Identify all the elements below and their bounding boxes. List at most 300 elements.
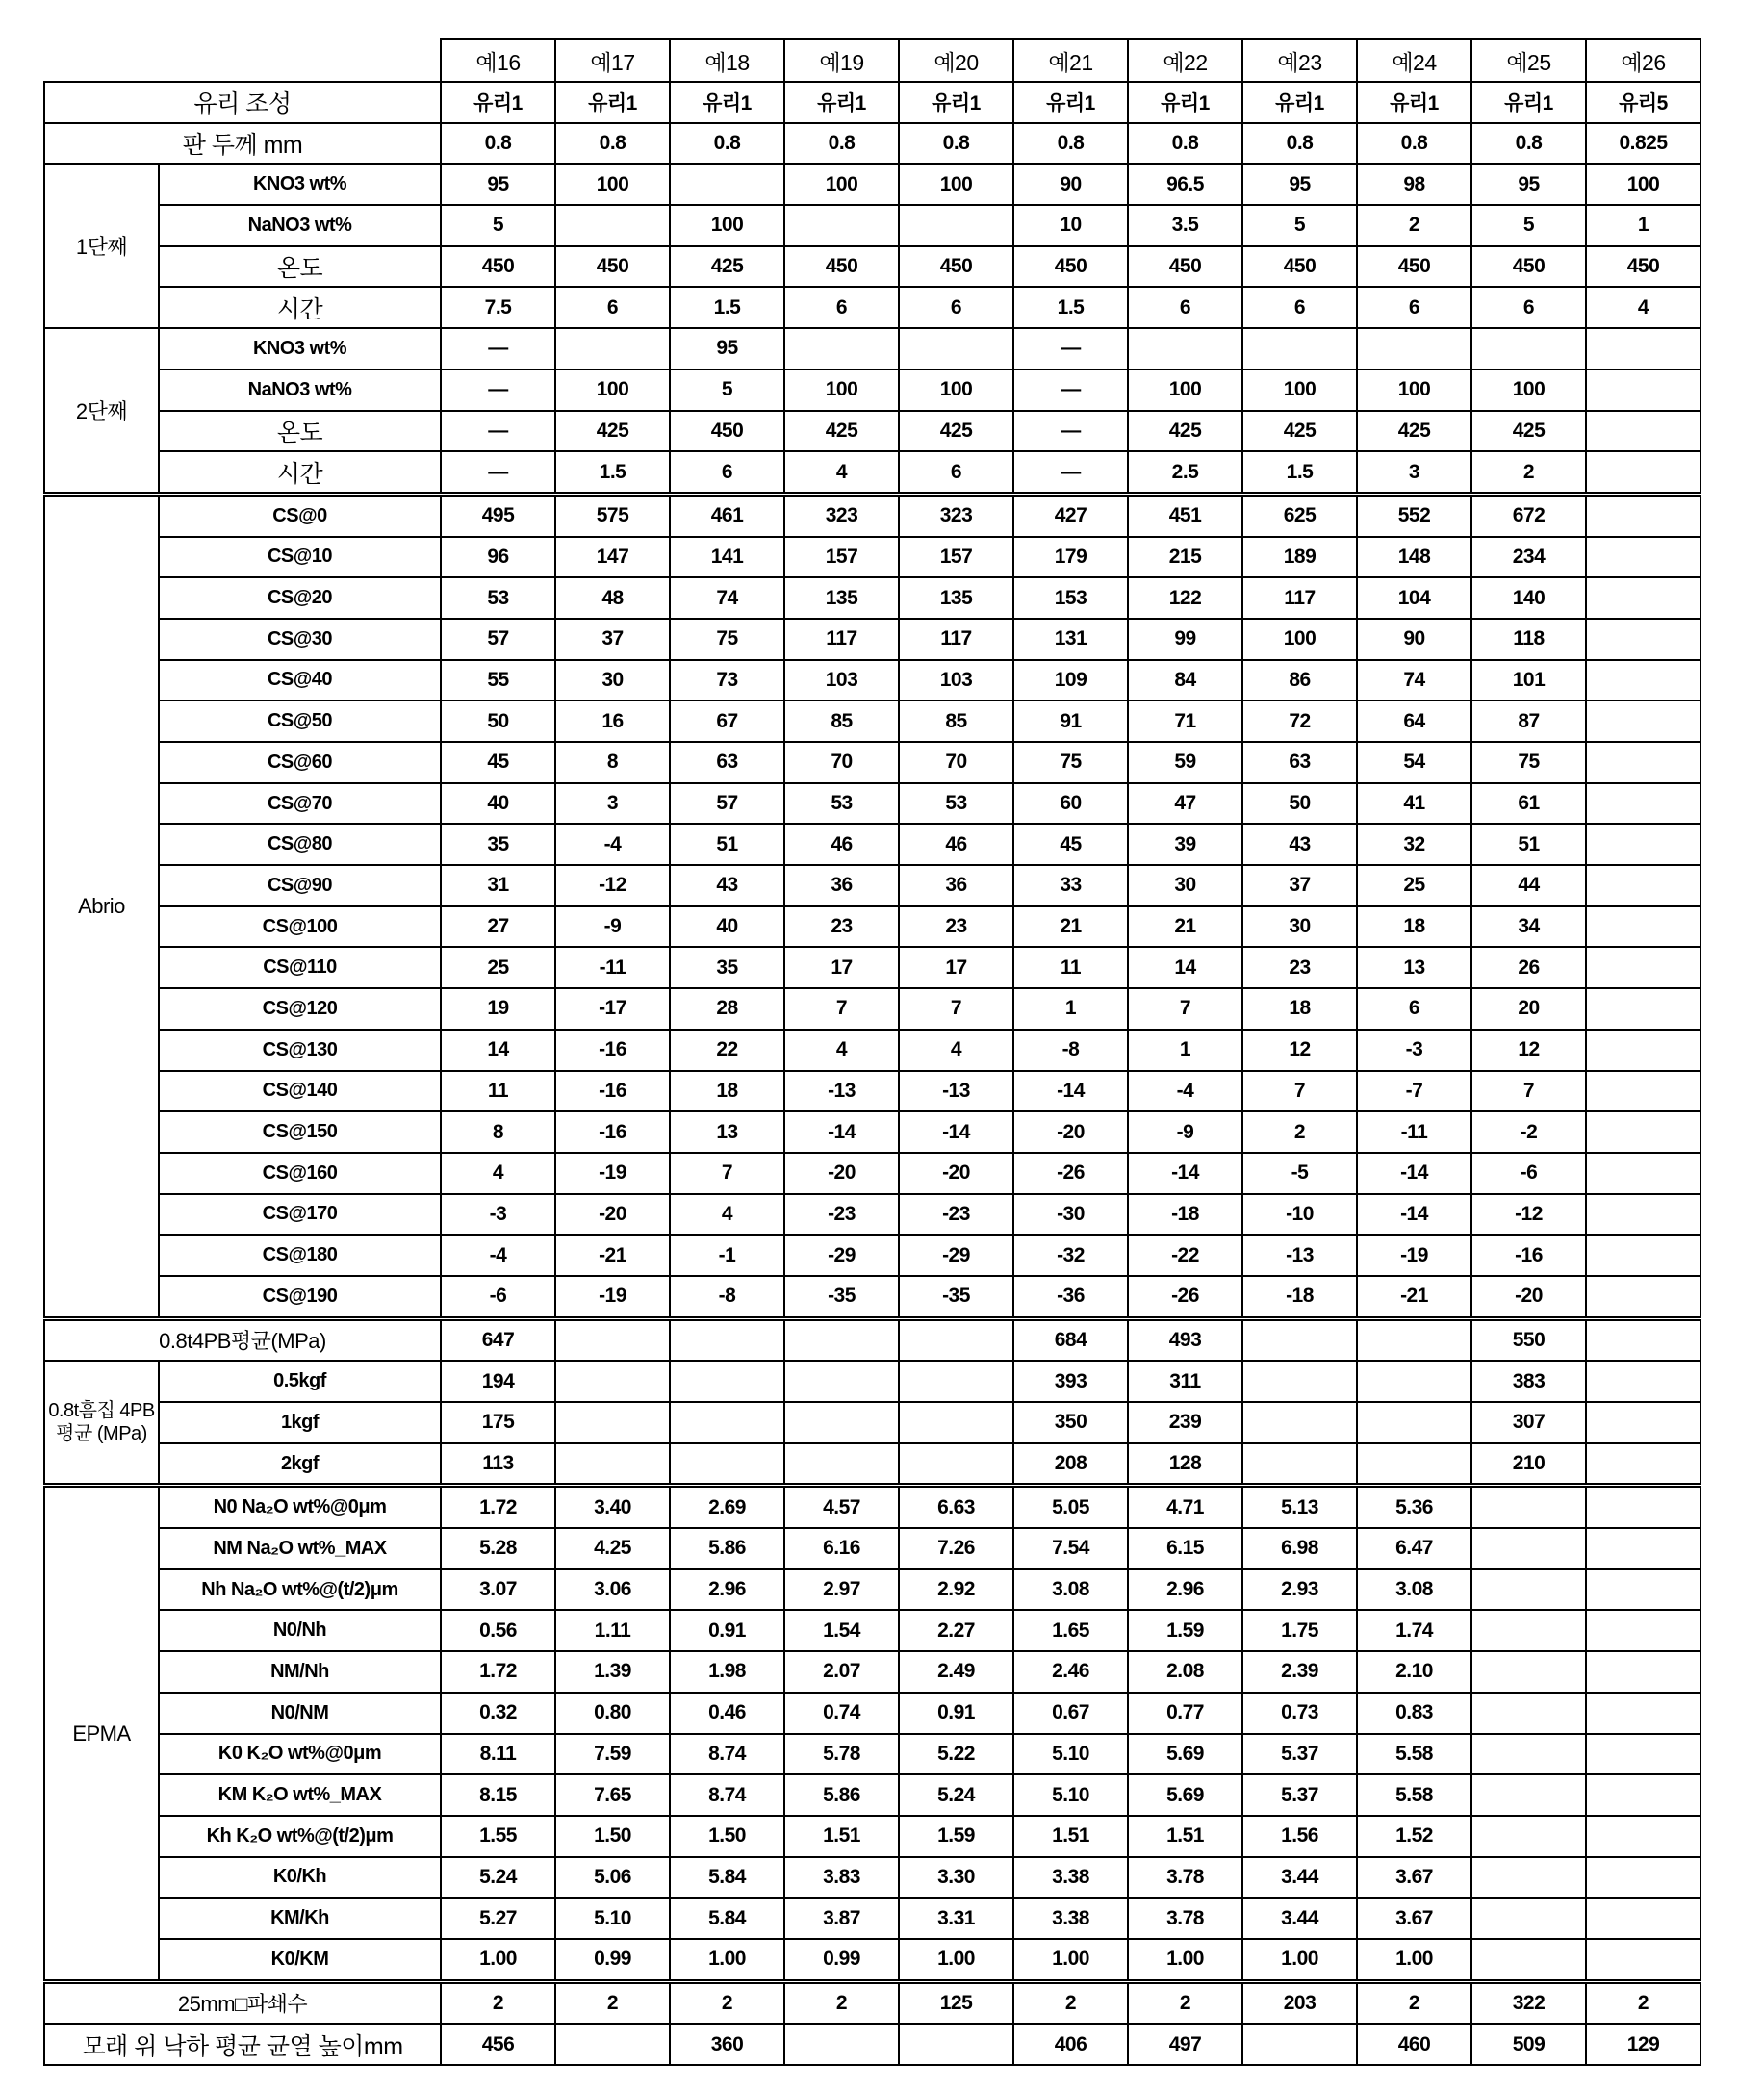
table-cell: -6	[441, 1276, 555, 1318]
table-cell: 125	[899, 1981, 1013, 2024]
table-cell: 54	[1357, 742, 1471, 783]
table-row	[44, 1857, 1700, 1899]
table-cell: 5.36	[1357, 1486, 1471, 1528]
table-cell	[784, 2024, 899, 2065]
table-cell	[1471, 1857, 1586, 1899]
table-row	[44, 205, 1700, 246]
table-cell: 3.30	[899, 1857, 1013, 1899]
table-cell: 1.75	[1242, 1610, 1357, 1651]
table-cell: 6.98	[1242, 1528, 1357, 1569]
table-cell: 64	[1357, 701, 1471, 742]
table-cell: 2.92	[899, 1569, 1013, 1611]
table-cell: 360	[670, 2024, 784, 2065]
table-cell: 2.07	[784, 1651, 899, 1693]
table-cell: 95	[670, 328, 784, 370]
table-cell: 425	[1357, 411, 1471, 452]
table-row	[44, 1939, 1700, 1981]
row-label: Kh K₂O wt%@(t/2)μm	[159, 1816, 441, 1857]
table-cell: 1.51	[784, 1816, 899, 1857]
table-cell	[1586, 1153, 1700, 1194]
table-cell: 5	[670, 370, 784, 411]
table-cell	[1586, 537, 1700, 578]
table-cell: 14	[441, 1030, 555, 1071]
table-cell: 5	[1242, 205, 1357, 246]
column-header: 예23	[1242, 39, 1357, 82]
table-cell: 1.98	[670, 1651, 784, 1693]
table-cell: 101	[1471, 660, 1586, 701]
table-cell: 36	[899, 865, 1013, 906]
table-cell: 427	[1013, 494, 1128, 536]
table-cell: 32	[1357, 824, 1471, 865]
table-cell: -29	[899, 1235, 1013, 1276]
table-cell: 3.08	[1013, 1569, 1128, 1611]
table-cell: -17	[555, 988, 670, 1030]
table-cell	[1586, 988, 1700, 1030]
table-cell: 5.58	[1357, 1734, 1471, 1775]
table-cell: 0.74	[784, 1693, 899, 1734]
table-cell: 0.8	[1128, 123, 1242, 165]
table-cell	[1586, 577, 1700, 619]
table-row	[44, 1734, 1700, 1775]
table-cell: 1.51	[1128, 1816, 1242, 1857]
row-label: CS@0	[159, 494, 441, 536]
table-cell: 5	[1471, 205, 1586, 246]
table-cell: 1.00	[1242, 1939, 1357, 1981]
table-cell: 70	[899, 742, 1013, 783]
table-cell	[1586, 1528, 1700, 1569]
table-cell: 33	[1013, 865, 1128, 906]
table-cell: 497	[1128, 2024, 1242, 2065]
table-cell: -10	[1242, 1194, 1357, 1236]
table-cell: 450	[1128, 246, 1242, 288]
table-cell: 103	[784, 660, 899, 701]
table-cell	[1586, 370, 1700, 411]
table-cell: 86	[1242, 660, 1357, 701]
table-cell: 100	[899, 370, 1013, 411]
table-cell: 1.00	[441, 1939, 555, 1981]
table-cell: 11	[441, 1071, 555, 1112]
table-row	[44, 1898, 1700, 1939]
table-cell: 3.06	[555, 1569, 670, 1611]
table-cell: 5.37	[1242, 1734, 1357, 1775]
table-cell: 23	[784, 906, 899, 948]
table-cell: -9	[555, 906, 670, 948]
table-cell: -19	[555, 1153, 670, 1194]
table-cell: 450	[1357, 246, 1471, 288]
table-cell	[899, 328, 1013, 370]
table-cell	[670, 1443, 784, 1486]
table-cell: 75	[1471, 742, 1586, 783]
table-cell: 90	[1357, 619, 1471, 660]
table-cell: -20	[1013, 1111, 1128, 1153]
table-cell: 575	[555, 494, 670, 536]
table-cell: 451	[1128, 494, 1242, 536]
table-cell: 5.69	[1128, 1774, 1242, 1816]
table-cell: 6.15	[1128, 1528, 1242, 1569]
table-cell: 85	[899, 701, 1013, 742]
table-cell: 3.44	[1242, 1857, 1357, 1899]
table-cell: 307	[1471, 1402, 1586, 1443]
table-cell: -26	[1013, 1153, 1128, 1194]
table-cell: 27	[441, 906, 555, 948]
table-cell: 2	[441, 1981, 555, 2024]
table-cell: 12	[1242, 1030, 1357, 1071]
table-cell: 2.96	[670, 1569, 784, 1611]
column-header: 예26	[1586, 39, 1700, 82]
row-label: CS@190	[159, 1276, 441, 1318]
column-header: 예22	[1128, 39, 1242, 82]
table-cell: 72	[1242, 701, 1357, 742]
table-cell: 37	[1242, 865, 1357, 906]
row-label: 시간	[159, 287, 441, 328]
table-cell: 1.5	[555, 451, 670, 494]
table-cell	[899, 1361, 1013, 1402]
table-cell: 0.91	[899, 1693, 1013, 1734]
table-cell: 31	[441, 865, 555, 906]
table-cell: 100	[1357, 370, 1471, 411]
table-cell: -23	[899, 1194, 1013, 1236]
table-cell: 1	[1586, 205, 1700, 246]
row-label: CS@90	[159, 865, 441, 906]
table-cell	[1471, 1939, 1586, 1981]
table-cell: 13	[670, 1111, 784, 1153]
table-row	[44, 1071, 1700, 1112]
table-cell: 유리1	[1471, 82, 1586, 123]
table-cell	[1586, 1235, 1700, 1276]
row-label: 온도	[159, 411, 441, 452]
table-cell: 74	[670, 577, 784, 619]
table-row	[44, 1276, 1700, 1318]
table-cell: 148	[1357, 537, 1471, 578]
table-row	[44, 824, 1700, 865]
row-label: 판 두께 mm	[44, 123, 441, 165]
table-cell: 13	[1357, 947, 1471, 988]
table-cell	[1586, 824, 1700, 865]
table-cell	[555, 1402, 670, 1443]
table-cell: 3.67	[1357, 1857, 1471, 1899]
table-cell: -13	[1242, 1235, 1357, 1276]
table-row	[44, 1443, 1700, 1486]
column-header: 예18	[670, 39, 784, 82]
table-cell	[784, 205, 899, 246]
table-cell: 44	[1471, 865, 1586, 906]
results-table	[43, 38, 1701, 2066]
table-cell: 23	[899, 906, 1013, 948]
table-cell: —	[441, 328, 555, 370]
table-cell: 57	[441, 619, 555, 660]
table-cell: 18	[1357, 906, 1471, 948]
table-row	[44, 451, 1700, 494]
table-cell: 450	[1471, 246, 1586, 288]
table-cell: 1	[1013, 988, 1128, 1030]
table-cell	[1357, 1318, 1471, 1361]
table-cell: 14	[1128, 947, 1242, 988]
table-cell	[1586, 701, 1700, 742]
table-cell	[670, 1361, 784, 1402]
table-cell: 0.80	[555, 1693, 670, 1734]
table-cell: 0.99	[555, 1939, 670, 1981]
table-cell: 450	[899, 246, 1013, 288]
table-cell: 23	[1242, 947, 1357, 988]
table-cell: 179	[1013, 537, 1128, 578]
group-label: EPMA	[44, 1486, 159, 1981]
table-cell: 50	[441, 701, 555, 742]
table-cell: 37	[555, 619, 670, 660]
table-cell: 7.5	[441, 287, 555, 328]
table-cell: 450	[784, 246, 899, 288]
table-cell: 1.65	[1013, 1610, 1128, 1651]
table-cell	[555, 205, 670, 246]
table-cell: 59	[1128, 742, 1242, 783]
table-cell: 117	[1242, 577, 1357, 619]
table-cell	[1586, 1194, 1700, 1236]
table-cell: 96	[441, 537, 555, 578]
row-label: KNO3 wt%	[159, 328, 441, 370]
table-cell: -20	[784, 1153, 899, 1194]
row-label: 0.8t4PB평균(MPa)	[44, 1318, 441, 1361]
table-cell: 18	[1242, 988, 1357, 1030]
table-cell	[1586, 947, 1700, 988]
table-cell: 0.8	[1357, 123, 1471, 165]
table-cell: 4	[784, 1030, 899, 1071]
table-row	[44, 865, 1700, 906]
table-cell: -14	[1357, 1194, 1471, 1236]
column-header: 예17	[555, 39, 670, 82]
table-cell: 7	[1471, 1071, 1586, 1112]
table-cell: 0.825	[1586, 123, 1700, 165]
table-cell: -19	[1357, 1235, 1471, 1276]
table-row	[44, 1318, 1700, 1361]
table-cell	[1586, 1318, 1700, 1361]
table-cell	[1471, 328, 1586, 370]
row-label: CS@50	[159, 701, 441, 742]
table-cell: 113	[441, 1443, 555, 1486]
table-cell: 425	[784, 411, 899, 452]
table-cell	[1242, 1443, 1357, 1486]
table-cell: 5.13	[1242, 1486, 1357, 1528]
table-cell: 3.5	[1128, 205, 1242, 246]
table-cell: 35	[670, 947, 784, 988]
table-cell: 26	[1471, 947, 1586, 988]
table-cell: 2.08	[1128, 1651, 1242, 1693]
table-cell: 1.00	[670, 1939, 784, 1981]
table-cell: 1.72	[441, 1651, 555, 1693]
table-cell	[784, 328, 899, 370]
table-row	[44, 1528, 1700, 1569]
table-cell: 552	[1357, 494, 1471, 536]
group-label: 0.8t흠집 4PB평균 (MPa)	[44, 1361, 159, 1486]
table-cell: 51	[670, 824, 784, 865]
table-cell: 6.63	[899, 1486, 1013, 1528]
row-label: 2kgf	[159, 1443, 441, 1486]
table-cell: 75	[670, 619, 784, 660]
table-cell: 450	[441, 246, 555, 288]
table-cell: 35	[441, 824, 555, 865]
table-cell: -36	[1013, 1276, 1128, 1318]
table-row	[44, 287, 1700, 328]
table-cell	[899, 1443, 1013, 1486]
table-cell: 189	[1242, 537, 1357, 578]
table-cell	[1586, 494, 1700, 536]
table-cell: 210	[1471, 1443, 1586, 1486]
table-row	[44, 1774, 1700, 1816]
table-cell: -3	[441, 1194, 555, 1236]
table-cell: 3.08	[1357, 1569, 1471, 1611]
table-cell: 1.51	[1013, 1816, 1128, 1857]
table-cell: 1.00	[899, 1939, 1013, 1981]
table-cell: -35	[784, 1276, 899, 1318]
table-cell: 672	[1471, 494, 1586, 536]
table-cell: 157	[899, 537, 1013, 578]
table-cell: 311	[1128, 1361, 1242, 1402]
table-cell: 30	[555, 660, 670, 701]
table-row	[44, 660, 1700, 701]
table-cell	[1586, 742, 1700, 783]
table-cell: 118	[1471, 619, 1586, 660]
table-cell: -1	[670, 1235, 784, 1276]
table-cell: 425	[670, 246, 784, 288]
table-row	[44, 1361, 1700, 1402]
table-cell: 96.5	[1128, 164, 1242, 205]
table-cell: 53	[899, 783, 1013, 825]
row-label: 온도	[159, 246, 441, 288]
row-label: 시간	[159, 451, 441, 494]
table-cell: -16	[555, 1111, 670, 1153]
table-cell: 45	[1013, 824, 1128, 865]
row-label: K0/Kh	[159, 1857, 441, 1899]
table-cell: 8	[555, 742, 670, 783]
table-cell: 215	[1128, 537, 1242, 578]
table-cell: 3	[555, 783, 670, 825]
table-cell: 3.78	[1128, 1857, 1242, 1899]
table-cell	[784, 1402, 899, 1443]
table-cell: 2.39	[1242, 1651, 1357, 1693]
table-cell: 128	[1128, 1443, 1242, 1486]
row-label: CS@180	[159, 1235, 441, 1276]
table-cell: 11	[1013, 947, 1128, 988]
table-cell: 100	[784, 164, 899, 205]
column-header: 예19	[784, 39, 899, 82]
table-row	[44, 577, 1700, 619]
table-cell: 100	[1128, 370, 1242, 411]
table-cell: 30	[1128, 865, 1242, 906]
table-cell	[1242, 328, 1357, 370]
table-cell: 2	[1586, 1981, 1700, 2024]
column-header: 예21	[1013, 39, 1128, 82]
table-cell: 63	[1242, 742, 1357, 783]
table-cell: 63	[670, 742, 784, 783]
table-cell: 5.84	[670, 1898, 784, 1939]
table-cell	[1471, 1569, 1586, 1611]
table-cell: 39	[1128, 824, 1242, 865]
table-cell	[1357, 1361, 1471, 1402]
table-row	[44, 783, 1700, 825]
table-cell: -14	[1013, 1071, 1128, 1112]
table-cell: 8.11	[441, 1734, 555, 1775]
table-cell: -5	[1242, 1153, 1357, 1194]
table-cell	[1128, 328, 1242, 370]
table-cell: 2	[1128, 1981, 1242, 2024]
table-row	[44, 82, 1700, 123]
table-cell: 2.93	[1242, 1569, 1357, 1611]
table-cell: 유리1	[1128, 82, 1242, 123]
table-cell: 2.97	[784, 1569, 899, 1611]
table-row	[44, 328, 1700, 370]
table-cell: 25	[441, 947, 555, 988]
table-cell	[1242, 1402, 1357, 1443]
row-label: NaNO3 wt%	[159, 205, 441, 246]
table-cell: -23	[784, 1194, 899, 1236]
table-cell: -8	[670, 1276, 784, 1318]
table-cell: 1.11	[555, 1610, 670, 1651]
table-cell: 73	[670, 660, 784, 701]
table-cell: 70	[784, 742, 899, 783]
table-cell: —	[441, 411, 555, 452]
table-cell: -26	[1128, 1276, 1242, 1318]
table-cell: 55	[441, 660, 555, 701]
table-cell: 3.40	[555, 1486, 670, 1528]
row-label: KM K₂O wt%_MAX	[159, 1774, 441, 1816]
table-cell: 7	[670, 1153, 784, 1194]
row-label: CS@110	[159, 947, 441, 988]
table-cell	[670, 164, 784, 205]
table-cell: 6	[555, 287, 670, 328]
table-cell: -21	[1357, 1276, 1471, 1318]
table-cell: 100	[555, 370, 670, 411]
table-cell: 3.83	[784, 1857, 899, 1899]
table-cell: 1	[1128, 1030, 1242, 1071]
table-cell: 1.5	[670, 287, 784, 328]
table-cell: 48	[555, 577, 670, 619]
table-cell: 0.67	[1013, 1693, 1128, 1734]
table-cell: -13	[899, 1071, 1013, 1112]
table-row	[44, 1111, 1700, 1153]
table-cell: -13	[784, 1071, 899, 1112]
row-label: CS@130	[159, 1030, 441, 1071]
table-cell: 2	[1242, 1111, 1357, 1153]
table-cell: 684	[1013, 1318, 1128, 1361]
row-label: NaNO3 wt%	[159, 370, 441, 411]
row-label: CS@120	[159, 988, 441, 1030]
table-cell	[1586, 1276, 1700, 1318]
table-cell: -16	[1471, 1235, 1586, 1276]
table-cell	[1586, 1857, 1700, 1899]
table-cell: 406	[1013, 2024, 1128, 2065]
table-cell: 1.50	[670, 1816, 784, 1857]
table-cell: 5.84	[670, 1857, 784, 1899]
table-cell: 1.00	[1128, 1939, 1242, 1981]
table-cell: 4.71	[1128, 1486, 1242, 1528]
table-cell	[1586, 1898, 1700, 1939]
table-cell: 100	[1242, 370, 1357, 411]
table-cell	[1586, 1402, 1700, 1443]
table-cell: 0.46	[670, 1693, 784, 1734]
table-cell: -4	[441, 1235, 555, 1276]
table-cell: 135	[899, 577, 1013, 619]
table-cell: 28	[670, 988, 784, 1030]
table-cell: 8.74	[670, 1774, 784, 1816]
table-cell: 2.69	[670, 1486, 784, 1528]
table-cell	[1586, 1071, 1700, 1112]
table-cell: 322	[1471, 1981, 1586, 2024]
row-label: 유리 조성	[44, 82, 441, 123]
table-cell: 157	[784, 537, 899, 578]
table-cell: 0.8	[555, 123, 670, 165]
table-cell	[1586, 1610, 1700, 1651]
table-cell: 16	[555, 701, 670, 742]
table-cell: 1.52	[1357, 1816, 1471, 1857]
table-cell: 104	[1357, 577, 1471, 619]
